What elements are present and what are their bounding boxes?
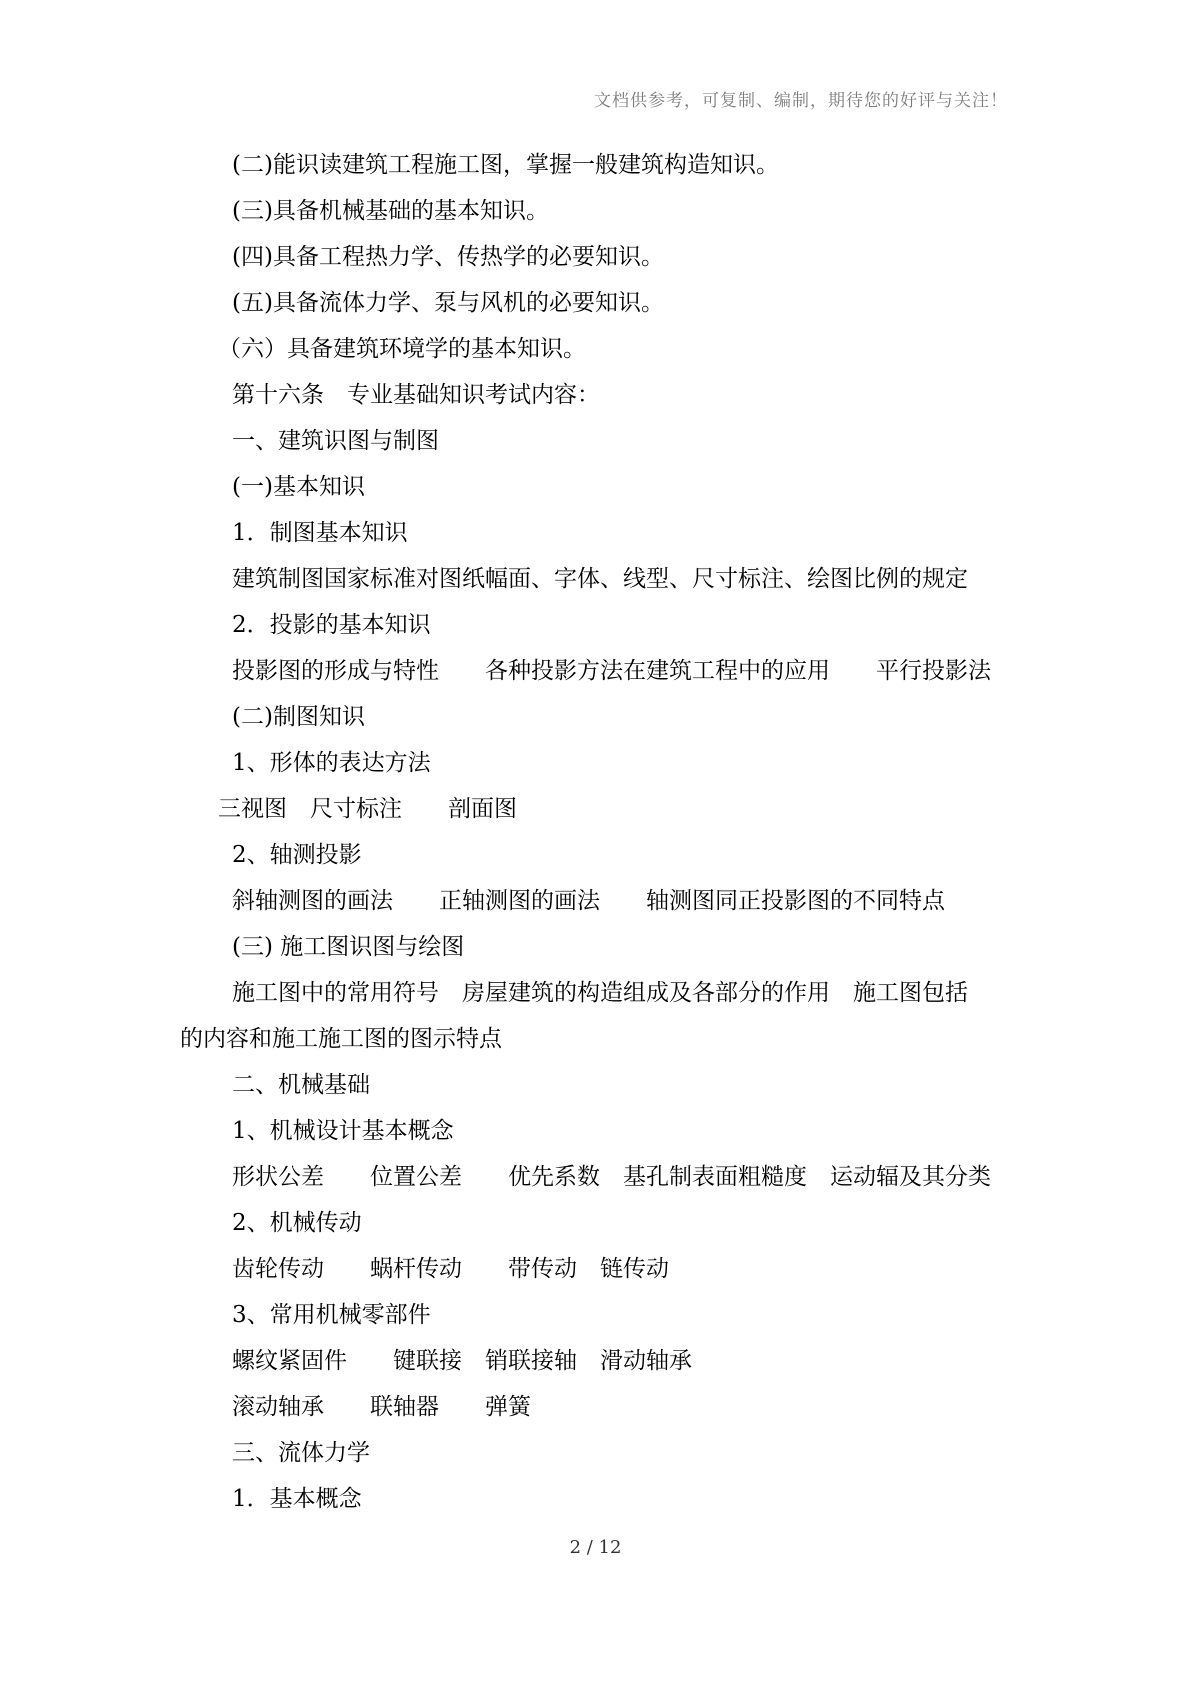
item-heading: 1、形体的表达方法 <box>232 750 431 776</box>
section-heading: 一、建筑识图与制图 <box>232 428 439 454</box>
text-line: (三)具备机械基础的基本知识。 <box>232 198 549 224</box>
text-line: (四)具备工程热力学、传热学的必要知识。 <box>232 244 664 270</box>
text-line: 形状公差 位置公差 优先系数 基孔制表面粗糙度 运动辐及其分类 <box>232 1164 991 1190</box>
section-heading: 二、机械基础 <box>232 1072 370 1098</box>
page-header-note: 文档供参考，可复制、编制，期待您的好评与关注！ <box>594 91 1008 111</box>
item-heading: 1．制图基本知识 <box>232 520 408 546</box>
text-line: 施工图中的常用符号 房屋建筑的构造组成及各部分的作用 施工图包括 <box>232 980 968 1006</box>
item-heading: 1、机械设计基本概念 <box>232 1118 454 1144</box>
item-heading: 1．基本概念 <box>232 1486 362 1512</box>
subsection-heading: (三) 施工图识图与绘图 <box>232 934 465 960</box>
text-line: 的内容和施工施工图的图示特点 <box>180 1026 502 1052</box>
subsection-heading: (二)制图知识 <box>232 704 365 730</box>
text-line: 斜轴测图的画法 正轴测图的画法 轴测图同正投影图的不同特点 <box>232 888 945 914</box>
text-line: (二)能识读建筑工程施工图，掌握一般建筑构造知识。 <box>232 152 779 178</box>
item-heading: 2、轴测投影 <box>232 842 362 868</box>
text-line: 滚动轴承 联轴器 弹簧 <box>232 1394 531 1420</box>
page-number: 2 / 12 <box>569 1537 622 1558</box>
text-line: 齿轮传动 蜗杆传动 带传动 链传动 <box>232 1256 669 1282</box>
section-heading: 三、流体力学 <box>232 1440 370 1466</box>
item-heading: 3、常用机械零部件 <box>232 1302 431 1328</box>
subsection-heading: (一)基本知识 <box>232 474 365 500</box>
text-line: (五)具备流体力学、泵与风机的必要知识。 <box>232 290 664 316</box>
section-heading: 第十六条 专业基础知识考试内容： <box>232 382 600 408</box>
text-line: 三视图 尺寸标注 剖面图 <box>218 796 517 822</box>
text-line: （六）具备建筑环境学的基本知识。 <box>218 336 586 362</box>
item-heading: 2．投影的基本知识 <box>232 612 431 638</box>
text-line: 投影图的形成与特性 各种投影方法在建筑工程中的应用 平行投影法 <box>232 658 991 684</box>
text-line: 建筑制图国家标准对图纸幅面、字体、线型、尺寸标注、绘图比例的规定 <box>232 566 968 592</box>
text-line: 螺纹紧固件 键联接 销联接轴 滑动轴承 <box>232 1348 692 1374</box>
item-heading: 2、机械传动 <box>232 1210 362 1236</box>
